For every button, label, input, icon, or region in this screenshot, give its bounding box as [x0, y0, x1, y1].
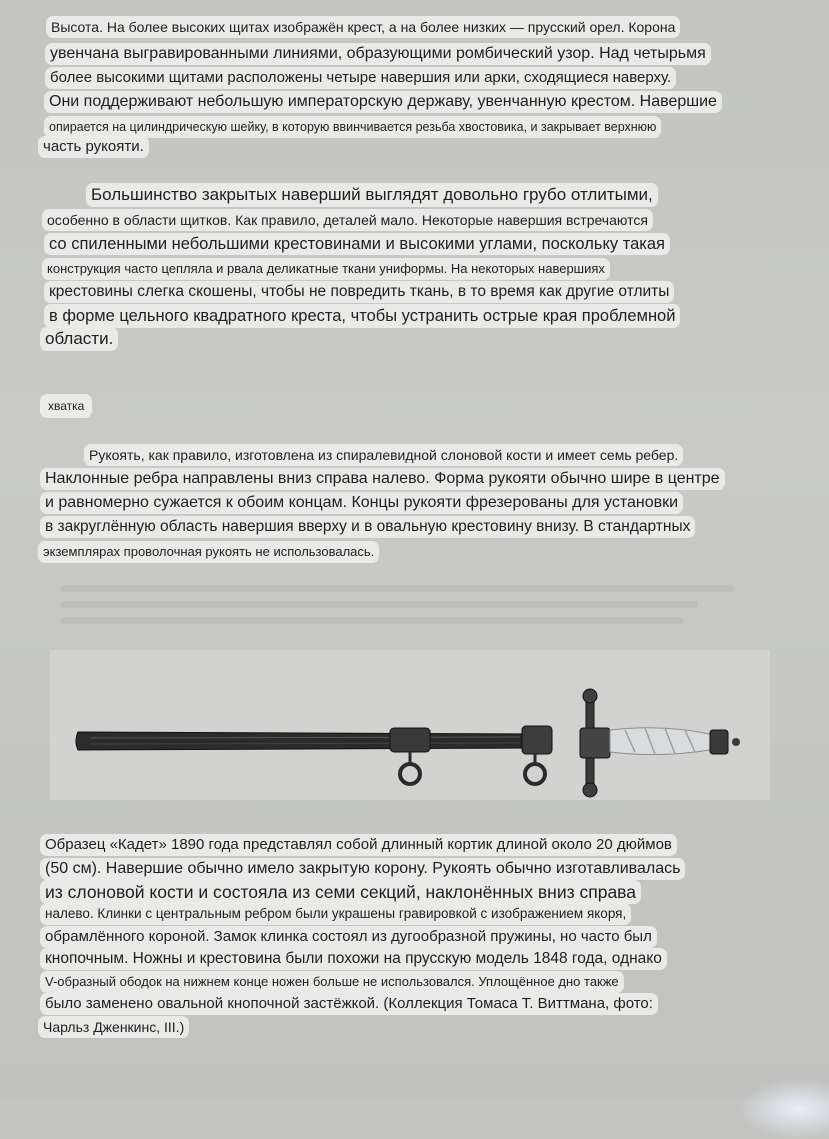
text-line: увенчана выгравированными линиями, образующими ромбический узор. Над четырьмя: [45, 43, 711, 65]
text-line: и равномерно сужается к обоим концам. Концы рукояти фрезерованы для установки: [40, 492, 683, 514]
text-line: кнопочным. Ножны и крестовина были похожи на прусскую модель 1848 года, однако: [40, 948, 667, 970]
text-line: конструкция часто цепляла и рвала деликатные ткани униформы. На некоторых навершиях: [42, 258, 610, 280]
dagger-illustration: [50, 650, 770, 800]
text-line: часть рукояти.: [38, 136, 149, 158]
dagger-photo: [50, 650, 770, 800]
text-line: более высокими щитами расположены четыре навершия или арки, сходящиеся наверху.: [45, 67, 676, 89]
text-line: в форме цельного квадратного креста, чтобы устранить острые края проблемной: [44, 304, 680, 328]
text-line: Они поддерживают небольшую императорскую державу, увенчанную крестом. Навершие: [44, 91, 722, 113]
text-line: Большинство закрытых наверший выглядят довольно грубо отлитыми,: [86, 183, 658, 207]
text-line: в закруглённую область навершия вверху и в овальную крестовину внизу. В стандартных: [40, 516, 695, 538]
text-line: Рукоять, как правило, изготовлена из спиралевидной слоновой кости и имеет семь ребер.: [84, 444, 683, 466]
text-line: особенно в области щитков. Как правило, деталей мало. Некоторые навершия встречаются: [42, 209, 653, 231]
text-line: со спиленными небольшими крестовинами и высокими углами, поскольку такая: [44, 233, 670, 255]
section-heading: хватка: [40, 394, 92, 418]
text-line: (50 см). Навершие обычно имело закрытую корону. Рукоять обычно изготавливалась: [40, 858, 685, 880]
text-line: было заменено овальной кнопочной застёжкой. (Коллекция Томаса Т. Виттмана, фото:: [40, 993, 658, 1015]
text-line: экземплярах проволочная рукоять не использовалась.: [38, 541, 379, 563]
text-line: опирается на цилиндрическую шейку, в которую ввинчивается резьба хвостовика, и закрывает верхнюю: [44, 116, 661, 138]
text-line: V-образный ободок на нижнем конце ножен больше не использовался. Уплощённое дно также: [40, 971, 624, 993]
text-line: Образец «Кадет» 1890 года представлял собой длинный кортик длиной около 20 дюймов: [40, 834, 677, 856]
text-line: крестовины слегка скошены, чтобы не повредить ткань, в то время как другие отлиты: [44, 281, 674, 303]
text-line: налево. Клинки с центральным ребром были украшены гравировкой с изображением якоря,: [40, 903, 631, 925]
text-line: Чарльз Дженкинс, III.): [38, 1016, 189, 1038]
text-line: Высота. На более высоких щитах изображён крест, а на более низких — прусский орел. Корона: [46, 16, 680, 38]
faint-printed-text: [60, 585, 769, 640]
text-line: обрамлённого короной. Замок клинка состоял из дугообразной пружины, но часто был: [40, 926, 657, 948]
text-line: Наклонные ребра направлены вниз справа налево. Форма рукояти обычно шире в центре: [40, 468, 725, 490]
text-line: области.: [40, 327, 118, 351]
text-line: из слоновой кости и состояла из семи секций, наклонённых вниз справа: [40, 880, 641, 904]
